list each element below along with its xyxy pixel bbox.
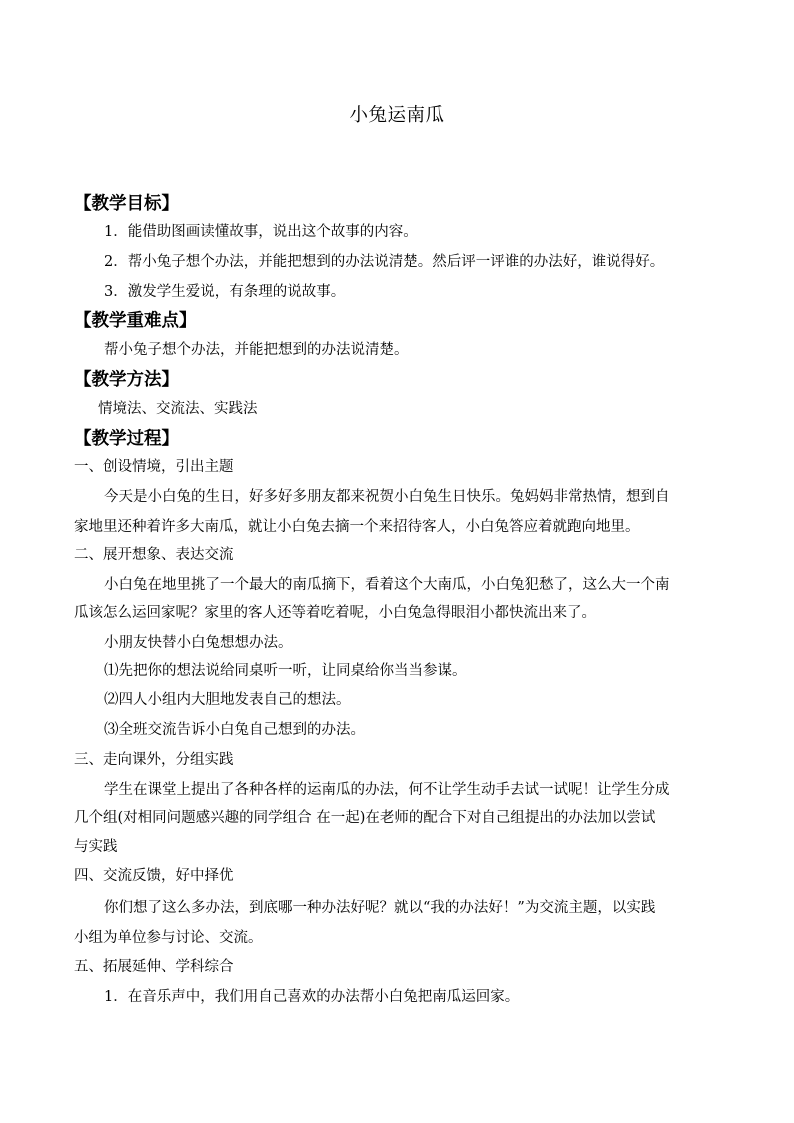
part1-title: 一、创设情境，引出主题: [74, 459, 234, 475]
heading-teaching-goals: 【教学目标】: [74, 194, 179, 214]
heading-teaching-process: 【教学过程】: [74, 429, 179, 449]
part2-step-2: ⑵四人小组内大胆地发表自己的想法。: [104, 692, 351, 708]
part2-step-1: ⑴先把你的想法说给同桌听一听，让同桌给你当当参谋。: [104, 663, 467, 679]
heading-teaching-methods: 【教学方法】: [74, 370, 179, 390]
part2-line-1: 小白兔在地里挑了一个最大的南瓜摘下，看着这个大南瓜，小白兔犯愁了，这么大一个南: [104, 577, 670, 593]
part5-title: 五、拓展延伸、学科综合: [74, 959, 234, 975]
part2-step-3: ⑶全班交流告诉小白兔自己想到的办法。: [104, 722, 365, 738]
part1-line-1: 今天是小白兔的生日，好多好多朋友都来祝贺小白兔生日快乐。兔妈妈非常热情，想到自: [104, 489, 670, 505]
goal-item-3: 3．激发学生爱说，有条理的说故事。: [104, 284, 346, 300]
part5-line-1: 1．在音乐声中，我们用自己喜欢的办法帮小白兔把南瓜运回家。: [104, 989, 520, 1005]
part3-line-1: 学生在课堂上提出了各种各样的运南瓜的办法，何不让学生动手去试一试呢！让学生分成: [104, 782, 670, 798]
part3-line-3: 与实践: [74, 839, 118, 855]
part4-line-2: 小组为单位参与讨论、交流。: [74, 930, 263, 946]
part4-title: 四、交流反馈，好中择优: [74, 868, 234, 884]
part4-line-1: 你们想了这么多办法，到底哪一种办法好呢？就以“我的办法好！”为交流主题，以实践: [104, 900, 656, 916]
page-title: 小兔运南瓜: [349, 105, 445, 126]
part3-line-2: 几个组(对相同问题感兴趣的同学组合 在一起)在老师的配合下对自己组提出的办法加以尝试: [74, 810, 656, 826]
part2-intro: 小朋友快替小白兔想想办法。: [104, 635, 293, 651]
goal-item-1: 1．能借助图画读懂故事，说出这个故事的内容。: [104, 224, 418, 240]
goal-item-2: 2．帮小兔子想个办法，并能把想到的办法说清楚。然后评一评谁的办法好，谁说得好。: [104, 254, 665, 270]
heading-key-points: 【教学重难点】: [74, 311, 197, 331]
part2-title: 二、展开想象、表达交流: [74, 547, 234, 563]
part2-line-2: 瓜该怎么运回家呢？家里的客人还等着吃着呢，小白兔急得眼泪小都快流出来了。: [74, 605, 596, 621]
part3-title: 三、走向课外，分组实践: [74, 752, 234, 768]
key-points-text: 帮小兔子想个办法，并能把想到的办法说清楚。: [104, 342, 409, 358]
methods-text: 情境法、交流法、实践法: [98, 401, 258, 417]
part1-line-2: 家地里还种着许多大南瓜，就让小白兔去摘一个来招待客人，小白兔答应着就跑向地里。: [74, 519, 640, 535]
